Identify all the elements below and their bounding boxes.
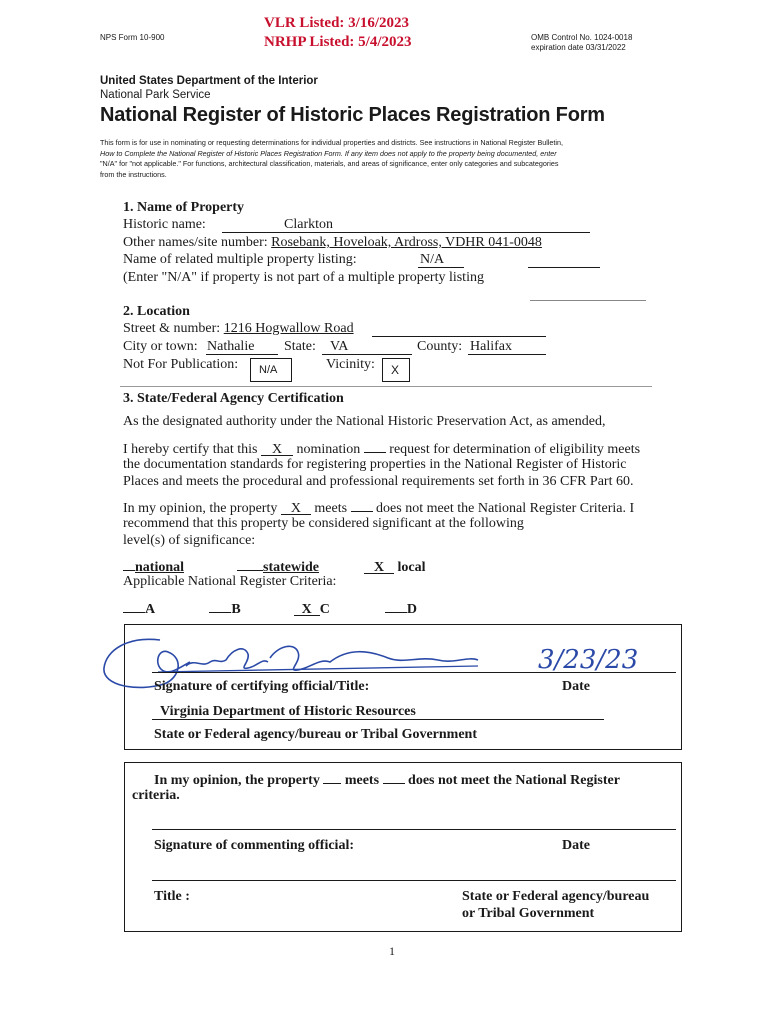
criteria-c-label: C — [319, 602, 330, 617]
comment-opinion-line — [154, 770, 620, 789]
level-line: level(s) of significance: — [123, 533, 256, 548]
comment-agency-label-2: or Tribal Government — [462, 906, 595, 921]
comment-agency-label-1: State or Federal agency/bureau — [462, 889, 650, 904]
statewide-label: statewide — [263, 560, 320, 575]
certify-line-3: Places and meets the procedural and professional requirements set forth in 36 CFR Part 60. — [123, 474, 634, 489]
criteria-d-label: D — [406, 602, 417, 617]
meets-label: meets — [314, 501, 348, 516]
meets-mark: X — [290, 501, 301, 516]
comment-meets-checkbox[interactable] — [323, 770, 341, 784]
nfp-label: Not For Publication: — [123, 357, 239, 372]
street-label: Street & number: — [123, 321, 221, 336]
service-name: National Park Service — [100, 89, 211, 101]
street-value: 1216 Hogwallow Road — [223, 321, 354, 336]
agency-name: Virginia Department of Historic Resources — [160, 704, 416, 719]
multiple-listing-row — [123, 252, 357, 268]
instructions-block — [100, 138, 690, 180]
comment-not-meet-label: does not meet the National Register — [408, 773, 620, 788]
certify-prefix: I hereby certify that this — [123, 442, 258, 457]
other-names-row — [123, 235, 542, 251]
comment-criteria-word: criteria. — [132, 788, 180, 803]
signature-stroke — [186, 649, 268, 668]
signed-date: 3/23/23 — [538, 645, 639, 675]
criteria-row — [123, 599, 417, 618]
not-meet-label: does not meet the National Register Criteria. I — [376, 501, 635, 516]
criteria-a-label: A — [145, 602, 155, 617]
comment-opinion-prefix: In my opinion, the property — [154, 773, 320, 788]
vlr-listed-date: VLR Listed: 3/16/2023 — [264, 15, 410, 31]
state-value: VA — [330, 339, 349, 354]
other-names-label: Other names/site number: — [123, 235, 268, 250]
nfp-box[interactable] — [250, 358, 292, 382]
multiple-listing-label: Name of related multiple property listing: — [123, 252, 357, 267]
criteria-d-checkbox[interactable] — [385, 599, 407, 613]
certify-line-2: the documentation standards for registering properties in the National Register of Historic — [123, 457, 627, 472]
street-row — [123, 321, 354, 337]
historic-name-value: Clarkton — [284, 217, 333, 232]
expiration-date: expiration date 03/31/2022 — [531, 43, 626, 52]
section2-heading: 2. Location — [123, 304, 190, 319]
signature-label: Signature of certifying official/Title: — [154, 679, 370, 694]
section1-heading: 1. Name of Property — [123, 200, 245, 215]
nomination-mark: X — [271, 442, 283, 457]
criteria-label: Applicable National Register Criteria: — [123, 574, 337, 589]
historic-name-row — [123, 217, 206, 233]
authority-statement: As the designated authority under the National Historic Preservation Act, as amended, — [123, 414, 606, 429]
not-meet-checkbox[interactable] — [351, 498, 373, 512]
opinion-prefix: In my opinion, the property — [123, 501, 278, 516]
request-checkbox[interactable] — [364, 439, 386, 453]
criteria-a-checkbox[interactable] — [123, 599, 145, 613]
state-label: State: — [284, 339, 316, 354]
department-name: United States Department of the Interior — [100, 75, 318, 87]
comment-title-label: Title : — [154, 889, 190, 904]
city-label: City or town: — [123, 339, 198, 354]
criteria-b-checkbox[interactable] — [209, 599, 231, 613]
section3-heading: 3. State/Federal Agency Certification — [123, 391, 344, 406]
enter-na-note: (Enter "N/A" if property is not part of a multiple property listing — [123, 270, 484, 285]
instructions-line: from the instructions. — [100, 169, 167, 179]
local-mark: X — [373, 560, 385, 575]
criteria-c-mark: X — [301, 602, 312, 617]
national-label: national — [135, 560, 185, 575]
nomination-checkbox[interactable] — [261, 442, 293, 456]
instructions-line: How to Complete the National Register of Historic Places Registration Form. If any item does not apply to the property being documented, enter — [100, 148, 557, 158]
comment-not-meet-checkbox[interactable] — [383, 770, 405, 784]
recommend-line: recommend that this property be considered significant at the following — [123, 516, 524, 531]
nrhp-listed-date: NRHP Listed: 5/4/2023 — [264, 34, 412, 50]
page-number: 1 — [389, 944, 395, 958]
vicinity-label: Vicinity: — [326, 357, 375, 372]
form-number: NPS Form 10-900 — [100, 33, 165, 42]
opinion-line — [123, 498, 634, 517]
multiple-listing-value: N/A — [420, 252, 445, 267]
form-title: National Register of Historic Places Registration Form — [100, 104, 605, 126]
county-value: Halifax — [470, 339, 512, 354]
certify-line — [123, 439, 640, 458]
criteria-b-label: B — [231, 602, 241, 617]
agency-label: State or Federal agency/bureau or Tribal Government — [154, 727, 478, 742]
vicinity-value: X — [391, 363, 400, 377]
local-checkbox[interactable] — [364, 560, 394, 574]
comment-signature-label: Signature of commenting official: — [154, 838, 354, 853]
city-value: Nathalie — [207, 339, 255, 354]
nfp-value: N/A — [259, 364, 278, 376]
county-label: County: — [417, 339, 463, 354]
statewide-checkbox[interactable] — [237, 557, 263, 571]
other-names-value: Rosebank, Hoveloak, Ardross, VDHR 041-0048 — [271, 235, 542, 250]
historic-name-label: Historic name: — [123, 217, 206, 232]
instructions-line: This form is for use in nominating or requesting determinations for individual properties and districts. See instructions in National Register Bulletin, — [100, 138, 564, 147]
meets-checkbox[interactable] — [281, 501, 311, 515]
criteria-c-checkbox[interactable] — [294, 602, 320, 616]
omb-control-number: OMB Control No. 1024-0018 — [531, 33, 633, 42]
comment-date-label: Date — [562, 838, 590, 853]
local-label: local — [397, 560, 426, 575]
comment-meets-label: meets — [344, 773, 380, 788]
national-checkbox[interactable] — [123, 557, 135, 571]
instructions-line: "N/A" for "not applicable." For functions, architectural classification, materials, and areas of significance, enter only categories and subcategories — [100, 159, 559, 168]
request-label: request for determination of eligibility meets — [389, 442, 641, 457]
date-label: Date — [562, 679, 590, 694]
nomination-label: nomination — [296, 442, 361, 457]
vicinity-box[interactable] — [382, 358, 410, 382]
